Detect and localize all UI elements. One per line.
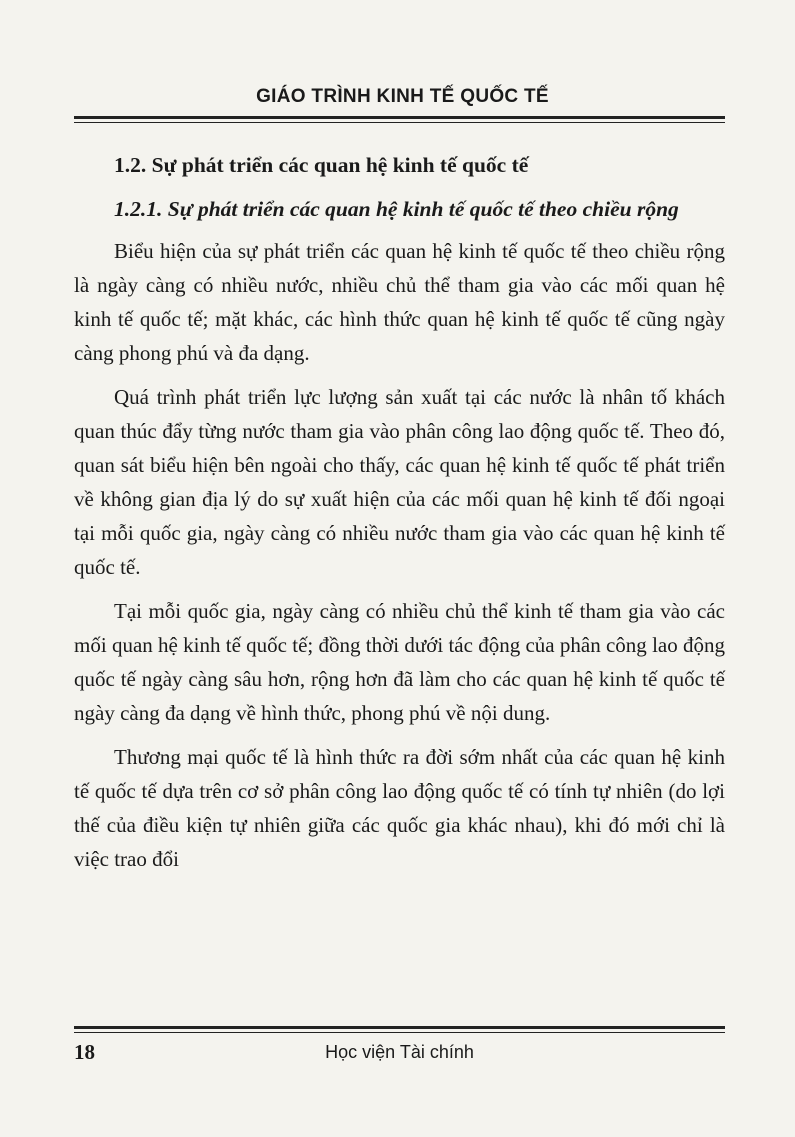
section-heading: 1.2. Sự phát triển các quan hệ kinh tế quốc tế [114,153,529,177]
footer-rule-thick [74,1026,725,1029]
page-number: 18 [74,1040,95,1064]
running-footer-publisher: Học viện Tài chính [325,1042,474,1062]
paragraph: Quá trình phát triển lực lượng sản xuất tại các nước là nhân tố khách quan thúc đẩy từng nước tham gia vào phân công lao động quốc tế. Theo đó, quan sát biểu hiện bên ngoài cho thấy, các quan hệ kinh tế quốc tế phát triển về không gian địa lý do sự xuất hiện của các mối quan hệ kinh tế đối ngoại tại mỗi quốc gia, ngày càng có nhiều nước tham gia vào các quan hệ kinh tế quốc tế. [74,385,725,579]
page-body [74,148,725,876]
header-rule-thin [74,122,725,123]
paragraph: Biểu hiện của sự phát triển các quan hệ kinh tế quốc tế theo chiều rộng là ngày càng có nhiều nước, nhiều chủ thể tham gia vào các mối quan hệ kinh tế quốc tế; mặt khác, các hình thức quan hệ kinh tế quốc tế cũng ngày càng phong phú và đa dạng. [74,239,725,365]
header-rule-thick [74,116,725,119]
paragraph: Tại mỗi quốc gia, ngày càng có nhiều chủ thể kinh tế tham gia vào các mối quan hệ kinh tế quốc tế; đồng thời dưới tác động của phân công lao động quốc tế ngày càng sâu hơn, rộng hơn đã làm cho các quan hệ kinh tế quốc tế ngày càng đa dạng về hình thức, phong phú về nội dung. [74,599,725,725]
running-header-title: GIÁO TRÌNH KINH TẾ QUỐC TẾ [256,86,549,107]
paragraph: Thương mại quốc tế là hình thức ra đời sớm nhất của các quan hệ kinh tế quốc tế dựa trên cơ sở phân công lao động quốc tế có tính tự nhiên (do lợi thế của điều kiện tự nhiên giữa các quốc gia khác nhau), khi đó mới chỉ là việc trao đổi [74,745,725,871]
footer-rule-thin [74,1032,725,1033]
subsection-heading: 1.2.1. Sự phát triển các quan hệ kinh tế quốc tế theo chiều rộng [114,197,679,221]
